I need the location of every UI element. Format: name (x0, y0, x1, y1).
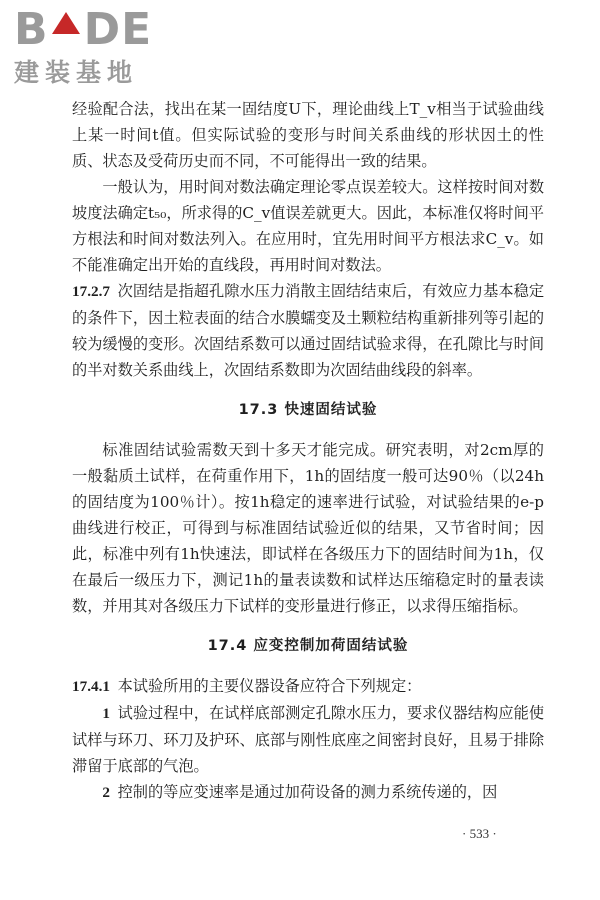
logo-subtitle: 建装基地 (14, 58, 139, 87)
list-item-2 (72, 779, 544, 806)
paragraph-continuation: 经验配合法，找出在某一固结度U下，理论曲线上T_v相当于试验曲线上某一时间t值。但实际试验的变形与时间关系曲线的形状因土的性质、状态及受荷历史而不同，不可能得出一致的结果。 (72, 100, 544, 170)
clause-17-2-7 (72, 278, 544, 383)
section-heading-17-4: 17.4 应变控制加荷固结试验 (207, 638, 409, 654)
logo-letter-b: B (14, 4, 49, 55)
section-heading-17-3: 17.3 快速固结试验 (238, 402, 378, 418)
bade-logo (14, 4, 176, 88)
list-item-1 (72, 700, 544, 779)
item-text: 试验过程中，在试样底部测定孔隙水压力，要求仪器结构应能使试样与环刀、环刀及护环、底部与刚性底座之间密封良好，且易于排除滞留于底部的气泡。 (72, 704, 544, 775)
clause-17-4-1 (72, 673, 544, 700)
logo-letters-de: DE (83, 4, 153, 55)
item-number: 1 (102, 705, 110, 722)
page-number: · 533 · (462, 826, 497, 841)
clause-text: 本试验所用的主要仪器设备应符合下列规定： (117, 677, 422, 695)
logo-wordmark (14, 4, 176, 55)
clause-text: 次固结是指超孔隙水压力消散主固结结束后，有效应力基本稳定的条件下，因土粒表面的结合水膜蠕变及土颗粒结构重新排列等引起的较为缓慢的变形。次固结系数可以通过固结试验求得，在孔隙比与时间的半对数关系曲线上，次固结系数即为次固结曲线段的斜率。 (72, 282, 544, 379)
paragraph-quick-consolidation: 标准固结试验需数天到十多天才能完成。研究表明，对2cm厚的一般黏质土试样，在荷重作用下，1h的固结度一般可达90％（以24h的固结度为100％计）。按1h稳定的速率进行试验，对试验结果的e-p曲线进行校正，可得到与标准固结试验近似的结果，又节省时间；因此，标准中列有1h快速法，即试样在各级压力下的固结时间为1h，仅在最后一级压力下，测记1h的量表读数和试样达压缩稳定时的量表读数，并用其对各级压力下试样的变形量进行修正，以求得压缩指标。 (72, 441, 544, 615)
clause-number: 17.4.1 (72, 678, 110, 695)
item-number: 2 (102, 784, 110, 801)
document-page (72, 96, 544, 806)
clause-number: 17.2.7 (72, 283, 110, 300)
paragraph-time-log-method: 一般认为，用时间对数法确定理论零点误差较大。这样按时间对数坡度法确定t₅₀，所求得的C_v值误差就更大。因此，本标准仅将时间平方根法和时间对数法列入。在应用时，宜先用时间平方根法求C_v。如不能准确定出开始的直线段，再用时间对数法。 (72, 178, 544, 274)
red-triangle-icon (52, 12, 80, 34)
item-text: 控制的等应变速率是通过加荷设备的测力系统传递的，因 (117, 783, 498, 801)
logo-letter-a-triangle (49, 8, 84, 52)
